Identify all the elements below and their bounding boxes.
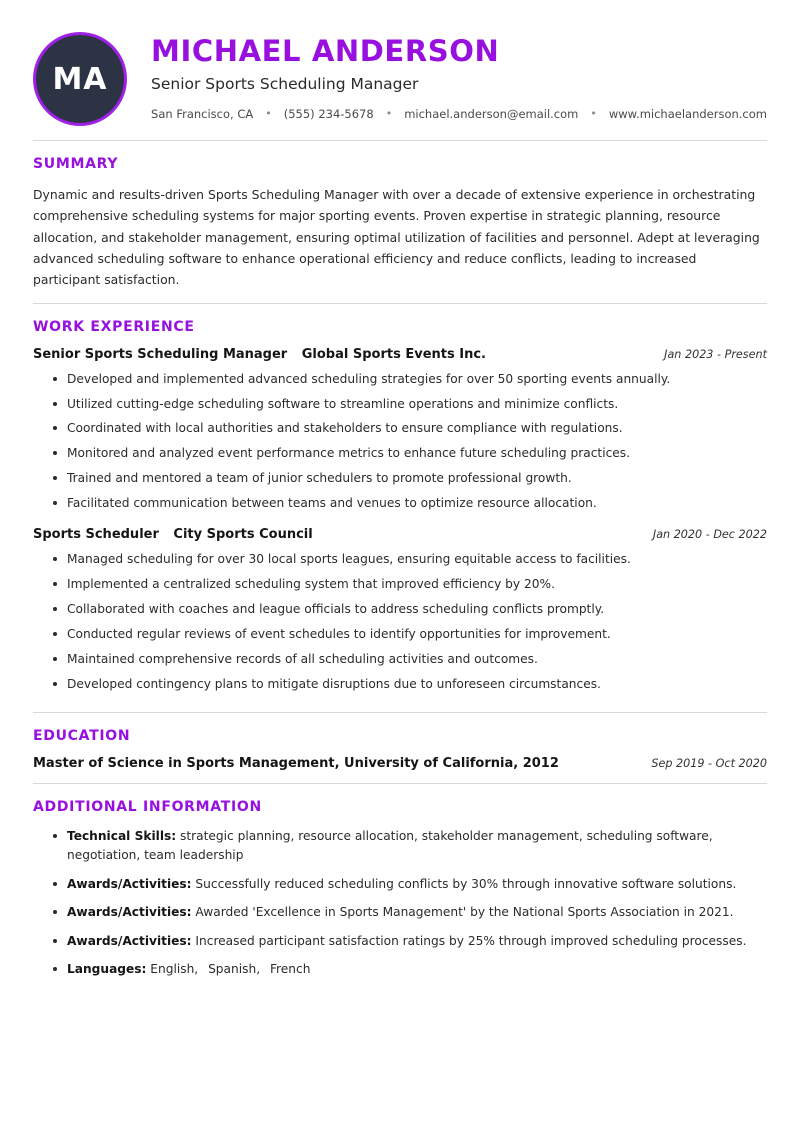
job-dates: Jan 2020 - Dec 2022: [652, 528, 767, 542]
additional-info-list: [33, 827, 767, 980]
job-header: [33, 527, 767, 542]
list-item: Coordinated with local authorities and stakeholders to ensure compliance with regulations.: [53, 419, 767, 438]
job-bullets: [33, 370, 767, 513]
resume-header: [33, 30, 767, 141]
list-item: [53, 960, 767, 980]
info-label: Awards/Activities:: [67, 905, 192, 920]
education-degree: Master of Science in Sports Management, University of California, 2012: [33, 755, 559, 771]
section-title-education: EDUCATION: [33, 727, 131, 744]
contact-row: [151, 107, 767, 121]
job-position: Sports Scheduler: [33, 527, 159, 543]
contact-website[interactable]: www.michaelanderson.com: [608, 106, 767, 121]
job-dates: Jan 2023 - Present: [664, 347, 767, 361]
job-title-line: [33, 347, 486, 362]
list-item: Monitored and analyzed event performance metrics to enhance future scheduling practices.: [53, 444, 767, 463]
job-entry: [33, 527, 767, 693]
avatar-initials: MA: [52, 61, 108, 97]
list-item: [53, 903, 767, 923]
job-title-line: [33, 527, 313, 542]
list-item: Developed contingency plans to mitigate disruptions due to unforeseen circumstances.: [53, 675, 767, 694]
summary-text: Dynamic and results-driven Sports Scheduling Manager with over a decade of extensive experience in orchestrating comprehensive scheduling systems for major sporting events. Proven expertise in strategic planning, resource allocation, and stakeholder management, ensuring optimal utilization of facilities and personnel. Adept at leveraging advanced scheduling software to enhance operational efficiency and reduce conflicts, leading to increased participant satisfaction.: [33, 187, 760, 288]
contact-email[interactable]: michael.anderson@email.com: [404, 106, 579, 121]
contact-separator-icon: •: [265, 107, 272, 121]
job-position: Senior Sports Scheduling Manager: [33, 346, 288, 362]
section-additional-information: [33, 784, 767, 1001]
job-company: Global Sports Events Inc.: [301, 346, 486, 362]
info-text: Successfully reduced scheduling conflicts by 30% through innovative software solutions.: [195, 876, 737, 891]
avatar: [33, 32, 127, 126]
info-label: Languages:: [67, 962, 147, 977]
info-label: Awards/Activities:: [67, 933, 192, 948]
list-item: Facilitated communication between teams and venues to optimize resource allocation.: [53, 494, 767, 513]
contact-separator-icon: •: [385, 107, 393, 121]
section-work-experience: [33, 304, 767, 713]
section-title-additional-information: ADDITIONAL INFORMATION: [33, 798, 262, 815]
section-summary: [33, 141, 767, 304]
section-title-work-experience: WORK EXPERIENCE: [33, 318, 195, 335]
language-item: French: [269, 962, 311, 977]
list-item: Conducted regular reviews of event schedules to identify opportunities for improvement.: [53, 625, 767, 644]
job-company: City Sports Council: [173, 527, 313, 543]
header-text: [127, 30, 767, 121]
list-item: Managed scheduling for over 30 local sports leagues, ensuring equitable access to facilities.: [53, 550, 767, 569]
info-label: Technical Skills:: [67, 828, 177, 843]
list-item: Trained and mentored a team of junior schedulers to promote professional growth.: [53, 469, 767, 488]
job-header: [33, 347, 767, 362]
info-label: Awards/Activities:: [67, 876, 192, 891]
list-item: [53, 932, 767, 952]
education-entry: [33, 756, 767, 771]
info-text: Awarded 'Excellence in Sports Management' by the National Sports Association in 2021.: [195, 905, 734, 920]
page-title: MICHAEL ANDERSON: [151, 34, 500, 68]
section-education: [33, 713, 767, 784]
contact-location: San Francisco, CA: [151, 106, 254, 121]
info-text: Increased participant satisfaction ratings by 25% through improved scheduling processes.: [195, 933, 747, 948]
job-bullets: [33, 550, 767, 693]
list-item: Utilized cutting-edge scheduling software to streamline operations and minimize conflicts.: [53, 395, 767, 414]
info-text: strategic planning, resource allocation, stakeholder management, scheduling software, negotiation, team leadership: [67, 828, 713, 863]
section-title-summary: SUMMARY: [33, 156, 119, 172]
language-item: English,: [150, 962, 199, 977]
education-dates: Sep 2019 - Oct 2020: [651, 756, 767, 770]
language-item: Spanish,: [208, 962, 261, 977]
contact-phone[interactable]: (555) 234-5678: [283, 106, 374, 121]
list-item: [53, 875, 767, 895]
contact-separator-icon: •: [590, 107, 597, 121]
list-item: [53, 827, 767, 866]
list-item: Developed and implemented advanced scheduling strategies for over 50 sporting events annually.: [53, 370, 767, 389]
header-job-title: Senior Sports Scheduling Manager: [151, 74, 419, 93]
list-item: Maintained comprehensive records of all scheduling activities and outcomes.: [53, 650, 767, 669]
list-item: Collaborated with coaches and league officials to address scheduling conflicts promptly.: [53, 600, 767, 619]
list-item: Implemented a centralized scheduling system that improved efficiency by 20%.: [53, 575, 767, 594]
job-entry: [33, 347, 767, 513]
